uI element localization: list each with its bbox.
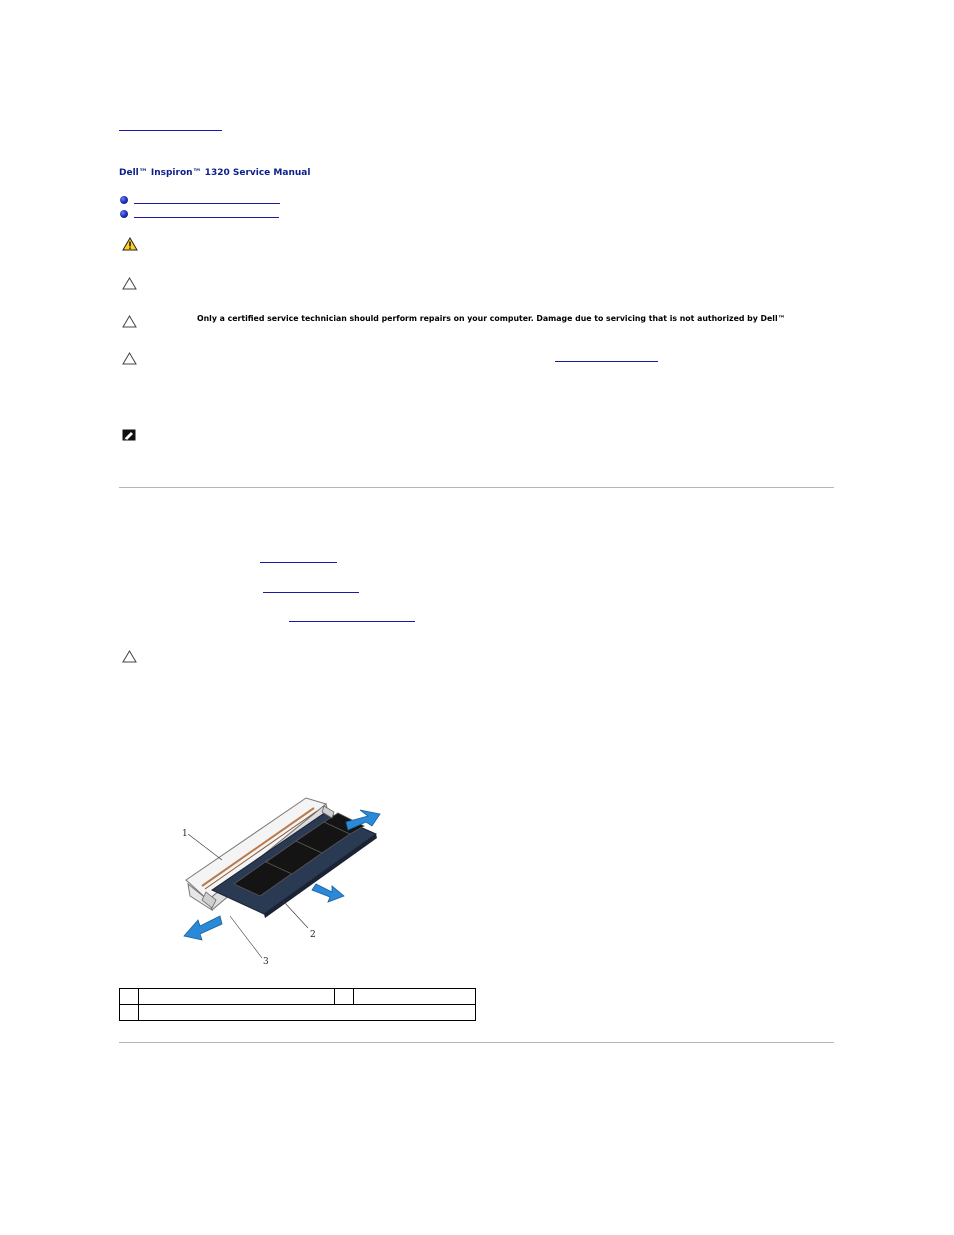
caution-icon bbox=[122, 352, 137, 365]
toc-link-1[interactable] bbox=[134, 203, 280, 204]
caution-icon bbox=[122, 277, 137, 290]
step-link-3[interactable] bbox=[289, 621, 415, 622]
bullet-icon bbox=[120, 196, 128, 204]
callout-3: 3 bbox=[263, 957, 269, 967]
inline-link[interactable] bbox=[555, 361, 658, 362]
table-row bbox=[120, 1005, 476, 1021]
step-link-1[interactable] bbox=[260, 562, 337, 563]
table-row bbox=[120, 989, 476, 1005]
memory-module-illustration bbox=[176, 792, 416, 967]
callout-2: 2 bbox=[310, 930, 316, 940]
table-cell bbox=[120, 989, 139, 1005]
callout-legend-table bbox=[119, 988, 476, 1021]
table-cell bbox=[354, 989, 476, 1005]
page-title: Dell™ Inspiron™ 1320 Service Manual bbox=[119, 168, 311, 178]
table-cell bbox=[120, 1005, 139, 1021]
section-divider bbox=[119, 1042, 834, 1043]
toc-link-2[interactable] bbox=[134, 217, 279, 218]
note-icon bbox=[122, 429, 136, 441]
table-cell bbox=[335, 989, 354, 1005]
section-divider bbox=[119, 487, 834, 488]
bullet-icon bbox=[120, 210, 128, 218]
caution-notice-text: Only a certified service technician should perform repairs on your computer. Damage due to servicing that is not authorized by Dell™ bbox=[197, 314, 786, 323]
caution-icon bbox=[122, 315, 137, 328]
table-cell bbox=[139, 989, 335, 1005]
table-cell bbox=[139, 1005, 476, 1021]
callout-1: 1 bbox=[182, 829, 188, 839]
back-to-contents-link[interactable] bbox=[119, 130, 222, 131]
warning-icon bbox=[122, 237, 138, 251]
caution-icon bbox=[122, 650, 137, 663]
step-link-2[interactable] bbox=[263, 592, 359, 593]
